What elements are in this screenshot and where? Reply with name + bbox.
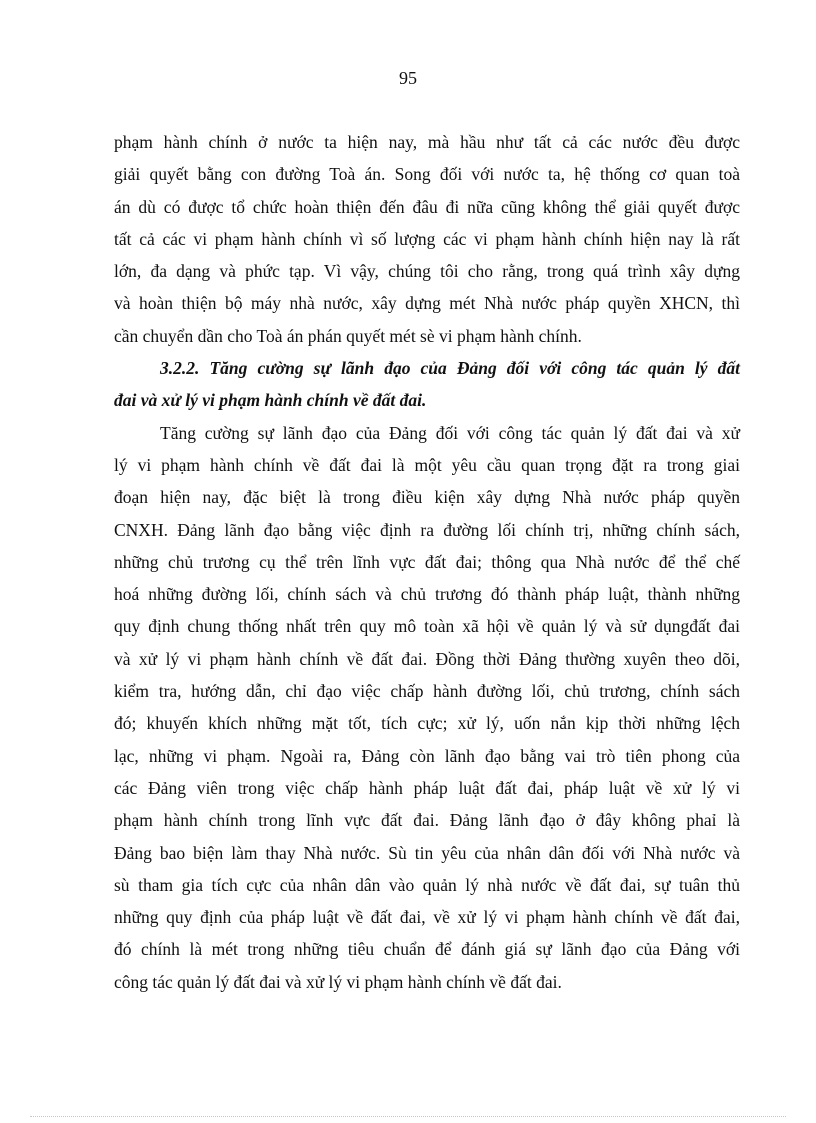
page-number: 95 <box>399 68 417 88</box>
paragraph-line: đó chính là mét trong những tiêu chuẩn để đánh giá sự lãnh đạo của Đảng với <box>114 939 740 960</box>
paragraph-line: phạm hành chính ở nước ta hiện nay, mà hầu như tất cả các nước đều được <box>114 132 740 152</box>
paragraph-line: sù tham gia tích cực của nhân dân vào quản lý nhà nước về đất đai, sự tuân thủ <box>114 874 740 895</box>
paragraph-line: quy định chung thống nhất trên quy mô toàn xã hội về quản lý và sử dụngđất đai <box>114 616 740 637</box>
paragraph-line: công tác quản lý đất đai và xử lý vi phạm hành chính về đất đai. <box>114 971 562 992</box>
paragraph-line: và hoàn thiện bộ máy nhà nước, xây dựng mét Nhà nước pháp quyền XHCN, thì <box>114 293 740 314</box>
section-heading-line: 3.2.2. Tăng cường sự lãnh đạo của Đảng đối với công tác quản lý đất <box>160 358 740 379</box>
paragraph-line: các Đảng viên trong việc chấp hành pháp luật đất đai, pháp luật về xử lý vi <box>114 777 740 798</box>
paragraph-line: giải quyết bằng con đường Toà án. Song đối với nước ta, hệ thống cơ quan toà <box>114 164 740 185</box>
paragraph-line: lý vi phạm hành chính về đất đai là một yêu cầu quan trọng đặt ra trong giai <box>114 454 740 475</box>
paragraph-line: lớn, đa dạng và phức tạp. Vì vậy, chúng tôi cho rằng, trong quá trình xây dựng <box>114 261 740 282</box>
page-bottom-divider <box>30 1116 786 1117</box>
paragraph-line: phạm hành chính trong lĩnh vực đất đai. Đảng lãnh đạo ở đây không phaỉ là <box>114 810 740 831</box>
paragraph-line: kiểm tra, hướng dẫn, chỉ đạo việc chấp hành đường lối, chủ trương, chính sách <box>114 681 740 702</box>
section-heading-line: đai và xử lý vi phạm hành chính về đất đai. <box>114 390 427 411</box>
paragraph-line: đoạn hiện nay, đặc biệt là trong điều kiện xây dựng Nhà nước pháp quyền <box>114 487 740 508</box>
paragraph-line: và xử lý vi phạm hành chính về đất đai. Đồng thời Đảng thường xuyên theo dõi, <box>114 648 740 669</box>
paragraph-line: những quy định của pháp luật về đất đai, về xử lý vi phạm hành chính về đất đai, <box>114 907 740 928</box>
paragraph-line: tất cả các vi phạm hành chính vì số lượng các vi phạm hành chính hiện nay là rất <box>114 228 740 249</box>
paragraph-line: CNXH. Đảng lãnh đạo bằng việc định ra đường lối chính trị, những chính sách, <box>114 519 740 540</box>
paragraph-line: án dù có được tổ chức hoàn thiện đến đâu đi nữa cũng không thể giải quyết được <box>114 196 740 217</box>
paragraph-line: lạc, những vi phạm. Ngoài ra, Đảng còn lãnh đạo bằng vai trò tiên phong của <box>114 745 740 766</box>
paragraph-line: Tăng cường sự lãnh đạo của Đảng đối với công tác quản lý đất đai và xử <box>160 422 740 443</box>
paragraph-line: những chủ trương cụ thể trên lĩnh vực đất đai; thông qua Nhà nước để thể chế <box>114 551 740 572</box>
paragraph-line: Đảng bao biện làm thay Nhà nước. Sù tin yêu của nhân dân đối với Nhà nước và <box>114 842 740 863</box>
paragraph-line: đó; khuyến khích những mặt tốt, tích cực; xử lý, uốn nắn kịp thời những lệch <box>114 713 740 734</box>
paragraph-line: cần chuyển dần cho Toà án phán quyết mét sè vi phạm hành chính. <box>114 325 582 346</box>
document-body <box>114 126 740 998</box>
paragraph-line: hoá những đường lối, chính sách và chủ trương đó thành pháp luật, thành những <box>114 584 740 605</box>
